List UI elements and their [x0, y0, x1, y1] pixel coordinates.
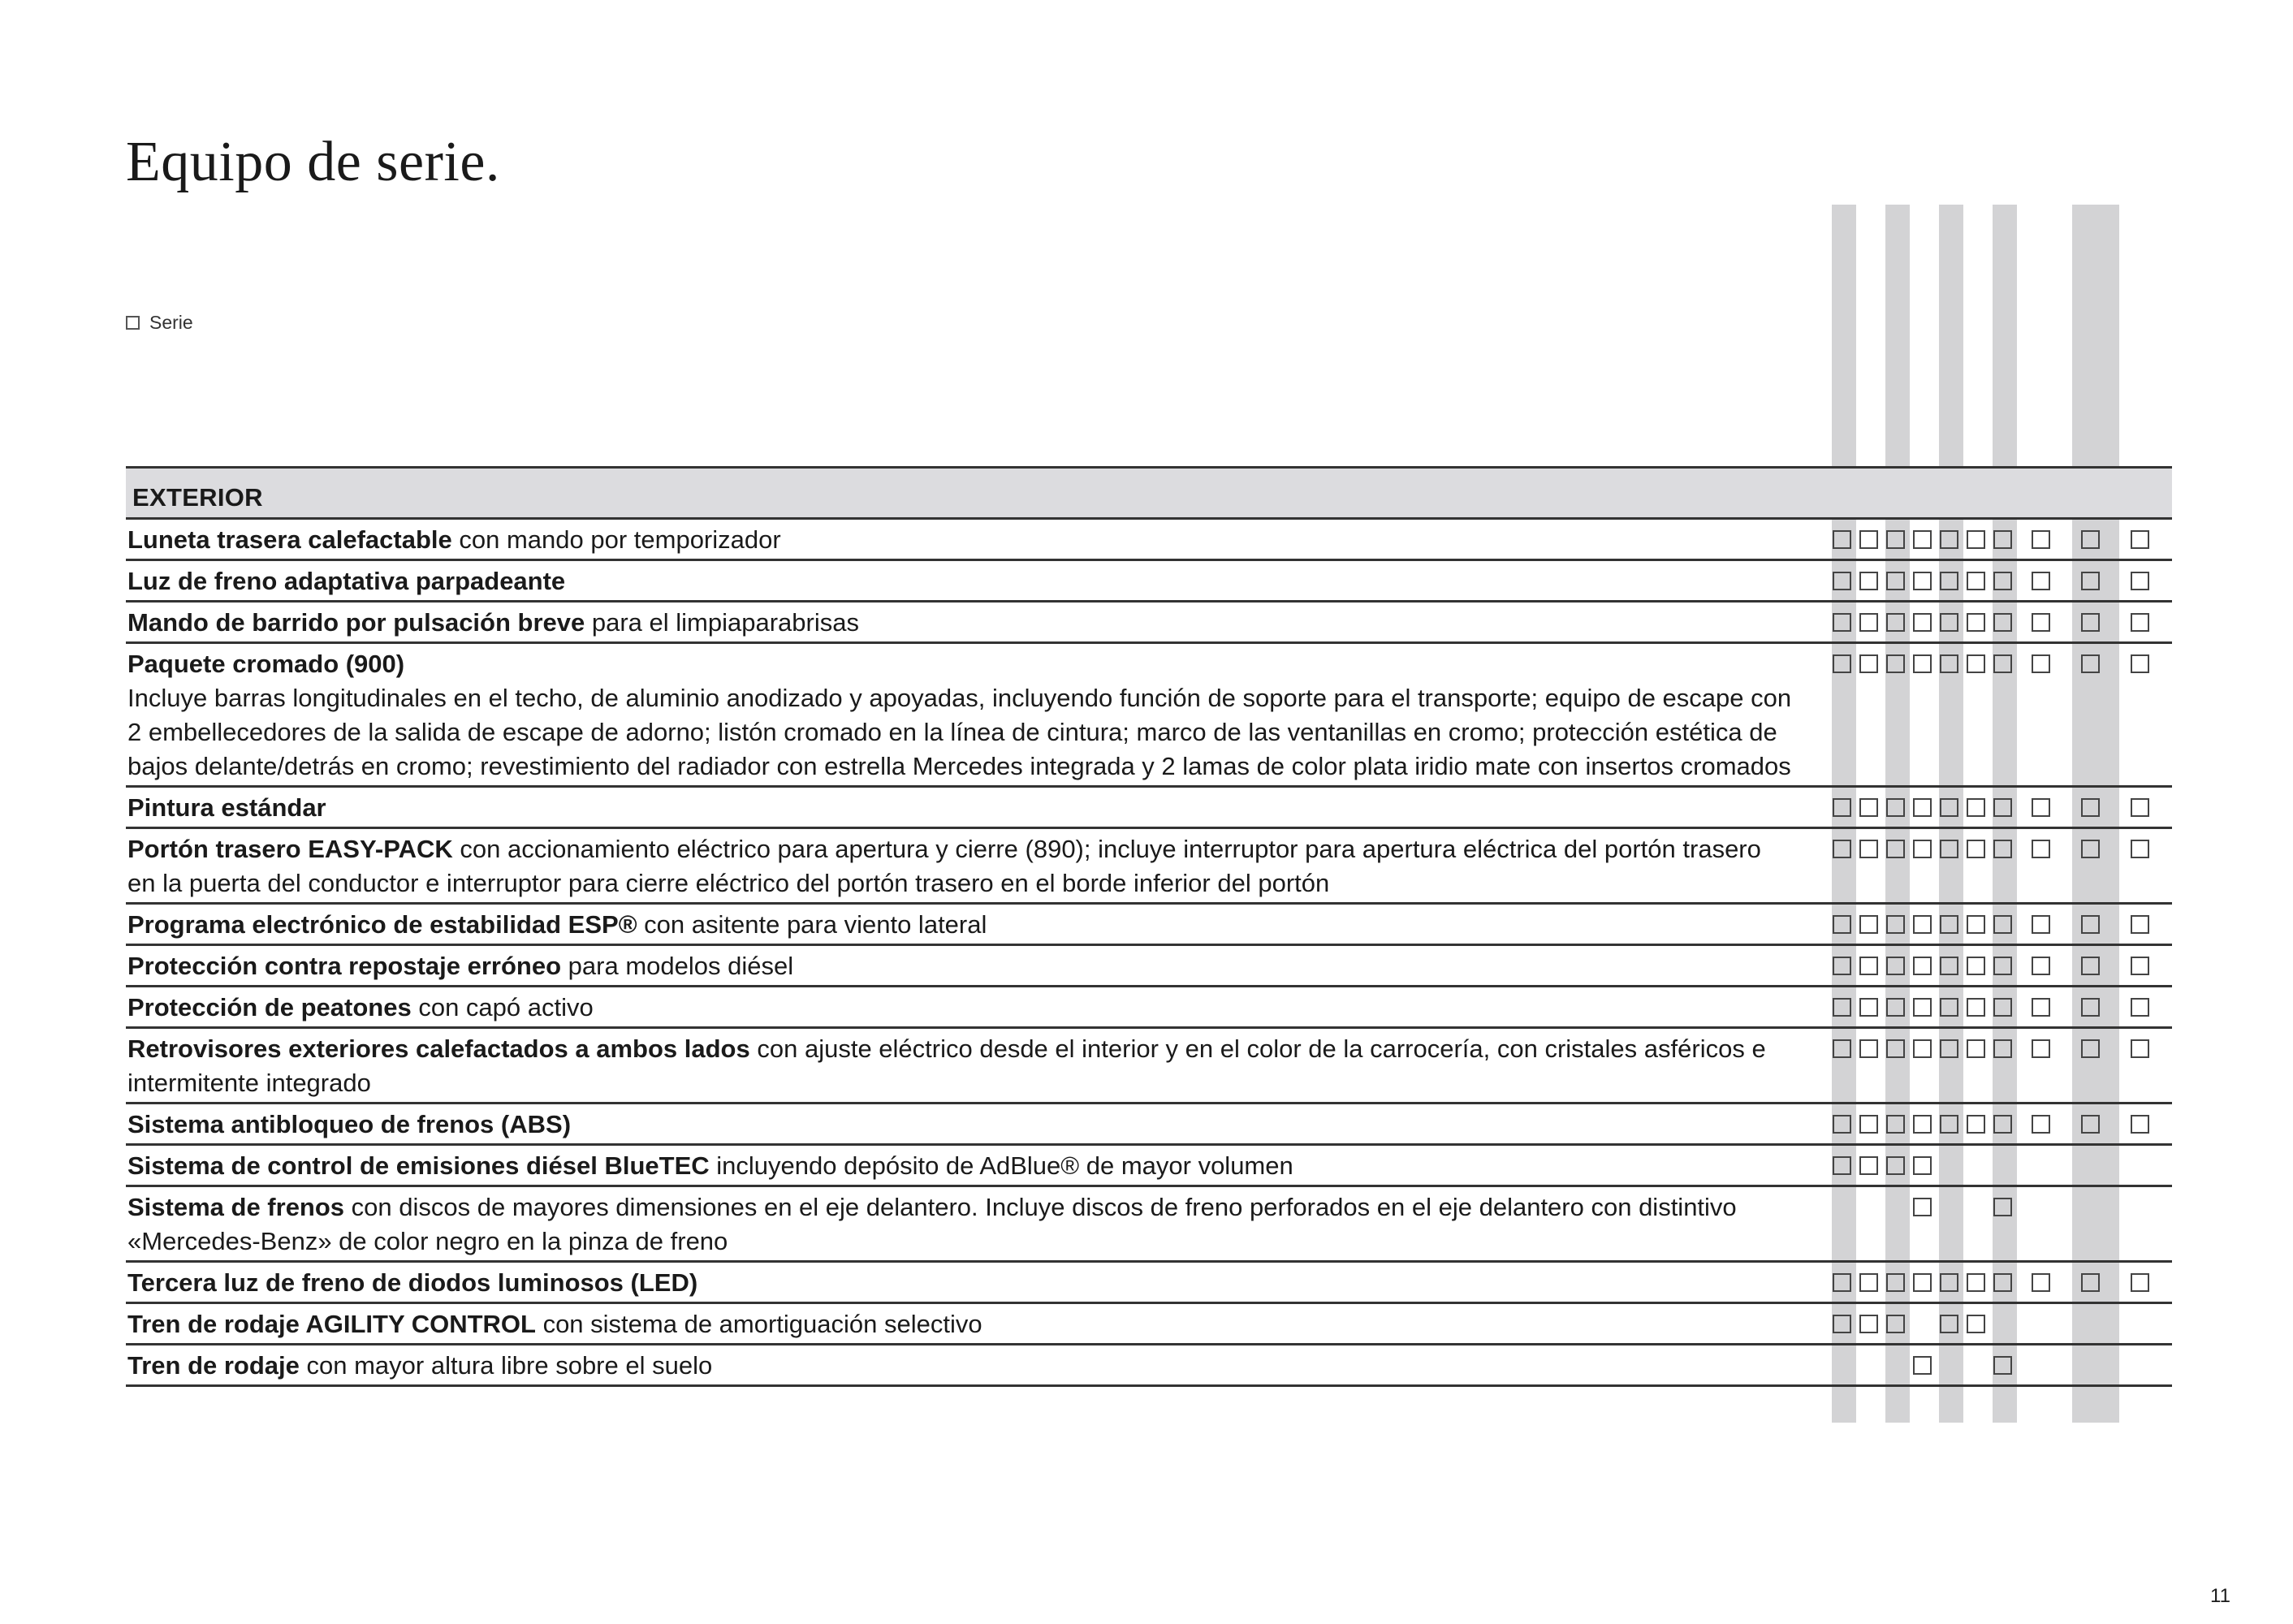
- standard-checkbox-icon: [1833, 915, 1851, 934]
- row-text: [126, 561, 1792, 600]
- standard-checkbox-icon: [1940, 798, 1958, 817]
- standard-checkbox-icon: [2131, 840, 2149, 858]
- feature-name: Protección de peatones: [127, 993, 412, 1021]
- standard-checkbox-icon: [1967, 654, 1985, 673]
- row-text: [126, 987, 1792, 1026]
- row-text: [126, 603, 1792, 641]
- standard-checkbox-icon: [1833, 1156, 1851, 1175]
- standard-checkbox-icon: [1859, 840, 1878, 858]
- standard-checkbox-icon: [1859, 1273, 1878, 1292]
- standard-checkbox-icon: [1993, 798, 2012, 817]
- standard-checkbox-icon: [1859, 998, 1878, 1017]
- standard-checkbox-icon: [2081, 654, 2100, 673]
- standard-checkbox-icon: [1913, 1115, 1932, 1134]
- standard-checkbox-icon: [2032, 613, 2050, 632]
- section-title: EXTERIOR: [132, 483, 263, 512]
- page-number: 11: [2210, 1585, 2230, 1607]
- row-text: [126, 520, 1792, 559]
- feature-name: Retrovisores exteriores calefactados a ambos lados: [127, 1034, 750, 1063]
- standard-checkbox-icon: [2032, 840, 2050, 858]
- standard-checkbox-icon: [1833, 1039, 1851, 1058]
- row-text: [126, 1345, 1792, 1384]
- row-text: [126, 946, 1792, 985]
- standard-checkbox-icon: [1859, 1315, 1878, 1333]
- standard-checkbox-icon: [1967, 998, 1985, 1017]
- feature-detail: con capó activo: [411, 993, 594, 1021]
- row-text: [126, 788, 1792, 827]
- table-row: [126, 788, 2172, 829]
- standard-checkbox-icon: [1833, 1315, 1851, 1333]
- table-row: [126, 905, 2172, 946]
- standard-checkbox-icon: [1859, 957, 1878, 975]
- standard-checkbox-icon: [2032, 998, 2050, 1017]
- standard-checkbox-icon: [1967, 840, 1985, 858]
- standard-checkbox-icon: [2131, 654, 2149, 673]
- standard-checkbox-icon: [2131, 798, 2149, 817]
- standard-checkbox-icon: [1886, 957, 1905, 975]
- standard-checkbox-icon: [2032, 1039, 2050, 1058]
- feature-name: Tercera luz de freno de diodos luminosos (LED): [127, 1268, 698, 1297]
- standard-checkbox-icon: [1833, 1273, 1851, 1292]
- standard-checkbox-icon: [2081, 613, 2100, 632]
- standard-checkbox-icon: [1886, 1273, 1905, 1292]
- standard-checkbox-icon: [2131, 1273, 2149, 1292]
- standard-checkbox-icon: [1913, 1273, 1932, 1292]
- standard-checkbox-icon: [1913, 530, 1932, 549]
- standard-checkbox-icon: [2032, 572, 2050, 590]
- section-header: [126, 466, 2172, 520]
- page-title: Equipo de serie.: [126, 131, 500, 193]
- standard-checkbox-icon: [2131, 1115, 2149, 1134]
- table-row: [126, 603, 2172, 644]
- feature-detail: con ajuste eléctrico desde el interior y en el color de la carrocería, con cristales asféricos e intermitente integrado: [127, 1034, 1766, 1097]
- standard-checkbox-icon: [1886, 530, 1905, 549]
- standard-checkbox-icon: [1940, 915, 1958, 934]
- standard-checkbox-icon: [1913, 654, 1932, 673]
- standard-checkbox-icon: [1833, 957, 1851, 975]
- standard-checkbox-icon: [1940, 654, 1958, 673]
- standard-checkbox-icon: [1886, 1315, 1905, 1333]
- standard-checkbox-icon: [1967, 1315, 1985, 1333]
- standard-checkbox-icon: [1993, 1356, 2012, 1375]
- standard-checkbox-icon: [1940, 840, 1958, 858]
- standard-checkbox-icon: [1993, 840, 2012, 858]
- standard-checkbox-icon: [1967, 798, 1985, 817]
- feature-name: Pintura estándar: [127, 793, 326, 822]
- standard-checkbox-icon: [1940, 530, 1958, 549]
- standard-checkbox-icon: [1833, 572, 1851, 590]
- row-text: [126, 644, 1792, 785]
- feature-name: Programa electrónico de estabilidad ESP®: [127, 910, 637, 939]
- standard-checkbox-icon: [2131, 915, 2149, 934]
- table-row: [126, 1304, 2172, 1345]
- table-row: [126, 520, 2172, 561]
- feature-name: Paquete cromado (900): [127, 650, 405, 678]
- table-row: [126, 561, 2172, 603]
- standard-checkbox-icon: [1993, 1198, 2012, 1216]
- feature-detail: incluyendo depósito de AdBlue® de mayor volumen: [709, 1151, 1293, 1180]
- standard-checkbox-icon: [1833, 840, 1851, 858]
- feature-detail: con mayor altura libre sobre el suelo: [299, 1351, 713, 1380]
- feature-name: Mando de barrido por pulsación breve: [127, 608, 585, 637]
- standard-checkbox-icon: [1993, 1273, 2012, 1292]
- table-row: [126, 829, 2172, 905]
- standard-checkbox-icon: [1859, 613, 1878, 632]
- standard-checkbox-icon: [1886, 998, 1905, 1017]
- standard-checkbox-icon: [1859, 530, 1878, 549]
- feature-name: Luz de freno adaptativa parpadeante: [127, 567, 566, 595]
- standard-checkbox-icon: [1913, 1356, 1932, 1375]
- standard-checkbox-icon: [2032, 798, 2050, 817]
- standard-checkbox-icon: [1859, 654, 1878, 673]
- standard-checkbox-icon: [2032, 654, 2050, 673]
- standard-checkbox-icon: [1833, 654, 1851, 673]
- standard-checkbox-icon: [2081, 840, 2100, 858]
- row-text: [126, 1146, 1792, 1185]
- standard-checkbox-icon: [1913, 998, 1932, 1017]
- standard-checkbox-icon: [2131, 957, 2149, 975]
- legend-label: Serie: [149, 312, 193, 333]
- standard-checkbox-icon: [1940, 1115, 1958, 1134]
- table-row: [126, 946, 2172, 987]
- standard-checkbox-icon: [1967, 915, 1985, 934]
- standard-checkbox-icon: [1833, 1115, 1851, 1134]
- table-body: [126, 520, 2172, 1387]
- standard-checkbox-icon: [1993, 572, 2012, 590]
- standard-checkbox-icon: [2081, 1039, 2100, 1058]
- standard-checkbox-icon: [1940, 957, 1958, 975]
- standard-checkbox-icon: [1993, 530, 2012, 549]
- feature-detail: para el limpiaparabrisas: [585, 608, 859, 637]
- feature-detail: con discos de mayores dimensiones en el eje delantero. Incluye discos de freno perforados en el eje delantero con distintivo «Mercedes-Benz» de color negro en la pinza de freno: [127, 1193, 1737, 1255]
- feature-name: Sistema de frenos: [127, 1193, 345, 1221]
- row-text: [126, 905, 1792, 944]
- standard-checkbox-icon: [2032, 1115, 2050, 1134]
- standard-checkbox-icon: [1993, 654, 2012, 673]
- standard-checkbox-icon: [1967, 1115, 1985, 1134]
- standard-checkbox-icon: [2131, 1039, 2149, 1058]
- standard-checkbox-icon: [1859, 798, 1878, 817]
- standard-checkbox-icon: [1967, 530, 1985, 549]
- standard-checkbox-icon: [2032, 530, 2050, 549]
- table-row: [126, 1187, 2172, 1263]
- legend-box-icon: [126, 316, 140, 330]
- standard-checkbox-icon: [1886, 1156, 1905, 1175]
- row-text: [126, 1104, 1792, 1143]
- standard-checkbox-icon: [2032, 957, 2050, 975]
- standard-checkbox-icon: [2081, 998, 2100, 1017]
- row-text: [126, 829, 1792, 902]
- standard-checkbox-icon: [1940, 998, 1958, 1017]
- standard-checkbox-icon: [1993, 1039, 2012, 1058]
- feature-description: Incluye barras longitudinales en el techo, de aluminio anodizado y apoyadas, incluyendo función de soporte para el transporte; equipo de escape con 2 embellecedores de la salida de escape de adorno; listón cromado en la línea de cintura; marco de las ventanillas en cromo; protección estética de bajos delante/detrás en cromo; revestimiento del radiador con estrella Mercedes integrada y 2 lamas de color plata iridio mate con insertos cromados: [127, 684, 1792, 780]
- standard-checkbox-icon: [1940, 1273, 1958, 1292]
- feature-detail: con accionamiento eléctrico para apertura y cierre (890); incluye interruptor para apertura eléctrica del portón trasero en la puerta del conductor e interruptor para cierre eléctrico del portón trasero en el borde inferior del portón: [127, 835, 1761, 897]
- standard-checkbox-icon: [1886, 654, 1905, 673]
- standard-checkbox-icon: [1967, 957, 1985, 975]
- standard-checkbox-icon: [2131, 530, 2149, 549]
- standard-checkbox-icon: [1886, 798, 1905, 817]
- row-text: [126, 1263, 1792, 1302]
- standard-checkbox-icon: [1833, 613, 1851, 632]
- standard-checkbox-icon: [1886, 613, 1905, 632]
- standard-checkbox-icon: [1993, 1115, 2012, 1134]
- standard-checkbox-icon: [1886, 572, 1905, 590]
- standard-checkbox-icon: [1913, 613, 1932, 632]
- table-row: [126, 1146, 2172, 1187]
- legend: [126, 312, 193, 334]
- equipment-table: [126, 466, 2172, 1387]
- standard-checkbox-icon: [1833, 998, 1851, 1017]
- table-row: [126, 644, 2172, 788]
- standard-checkbox-icon: [1967, 1273, 1985, 1292]
- standard-checkbox-icon: [1913, 1156, 1932, 1175]
- row-text: [126, 1029, 1792, 1102]
- standard-checkbox-icon: [2131, 613, 2149, 632]
- standard-checkbox-icon: [1886, 840, 1905, 858]
- standard-checkbox-icon: [2081, 798, 2100, 817]
- row-text: [126, 1304, 1792, 1343]
- standard-checkbox-icon: [2131, 572, 2149, 590]
- standard-checkbox-icon: [2081, 572, 2100, 590]
- standard-checkbox-icon: [1993, 957, 2012, 975]
- standard-checkbox-icon: [1859, 1156, 1878, 1175]
- standard-checkbox-icon: [1993, 915, 2012, 934]
- standard-checkbox-icon: [1940, 1315, 1958, 1333]
- standard-checkbox-icon: [1913, 840, 1932, 858]
- standard-checkbox-icon: [2032, 1273, 2050, 1292]
- table-row: [126, 1345, 2172, 1387]
- standard-checkbox-icon: [1967, 613, 1985, 632]
- table-row: [126, 1104, 2172, 1146]
- standard-checkbox-icon: [1993, 613, 2012, 632]
- standard-checkbox-icon: [1940, 613, 1958, 632]
- standard-checkbox-icon: [1913, 915, 1932, 934]
- standard-checkbox-icon: [1859, 1039, 1878, 1058]
- standard-checkbox-icon: [1886, 1039, 1905, 1058]
- standard-checkbox-icon: [1833, 798, 1851, 817]
- feature-detail: con asitente para viento lateral: [637, 910, 987, 939]
- feature-name: Protección contra repostaje erróneo: [127, 952, 562, 980]
- standard-checkbox-icon: [2081, 1115, 2100, 1134]
- standard-checkbox-icon: [1859, 1115, 1878, 1134]
- standard-checkbox-icon: [1913, 798, 1932, 817]
- table-row: [126, 987, 2172, 1029]
- feature-name: Tren de rodaje: [127, 1351, 300, 1380]
- standard-checkbox-icon: [1859, 915, 1878, 934]
- standard-checkbox-icon: [2081, 915, 2100, 934]
- standard-checkbox-icon: [2032, 915, 2050, 934]
- feature-name: Sistema de control de emisiones diésel BlueTEC: [127, 1151, 710, 1180]
- standard-checkbox-icon: [2081, 1273, 2100, 1292]
- row-text: [126, 1187, 1792, 1260]
- standard-checkbox-icon: [1913, 572, 1932, 590]
- standard-checkbox-icon: [1940, 1039, 1958, 1058]
- feature-detail: con mando por temporizador: [451, 525, 781, 554]
- standard-checkbox-icon: [1833, 530, 1851, 549]
- standard-checkbox-icon: [1967, 572, 1985, 590]
- feature-name: Portón trasero EASY-PACK: [127, 835, 453, 863]
- feature-name: Tren de rodaje AGILITY CONTROL: [127, 1310, 536, 1338]
- feature-name: Luneta trasera calefactable: [127, 525, 452, 554]
- table-row: [126, 1029, 2172, 1104]
- standard-checkbox-icon: [1913, 1039, 1932, 1058]
- standard-checkbox-icon: [1886, 1115, 1905, 1134]
- standard-checkbox-icon: [2081, 530, 2100, 549]
- table-row: [126, 1263, 2172, 1304]
- standard-checkbox-icon: [1967, 1039, 1985, 1058]
- standard-checkbox-icon: [1993, 998, 2012, 1017]
- standard-checkbox-icon: [1859, 572, 1878, 590]
- standard-checkbox-icon: [1886, 915, 1905, 934]
- standard-checkbox-icon: [1913, 1198, 1932, 1216]
- standard-checkbox-icon: [1913, 957, 1932, 975]
- standard-checkbox-icon: [2131, 998, 2149, 1017]
- feature-detail: para modelos diésel: [561, 952, 794, 980]
- standard-checkbox-icon: [2081, 957, 2100, 975]
- standard-checkbox-icon: [1940, 572, 1958, 590]
- feature-detail: con sistema de amortiguación selectivo: [535, 1310, 982, 1338]
- feature-name: Sistema antibloqueo de frenos (ABS): [127, 1110, 572, 1138]
